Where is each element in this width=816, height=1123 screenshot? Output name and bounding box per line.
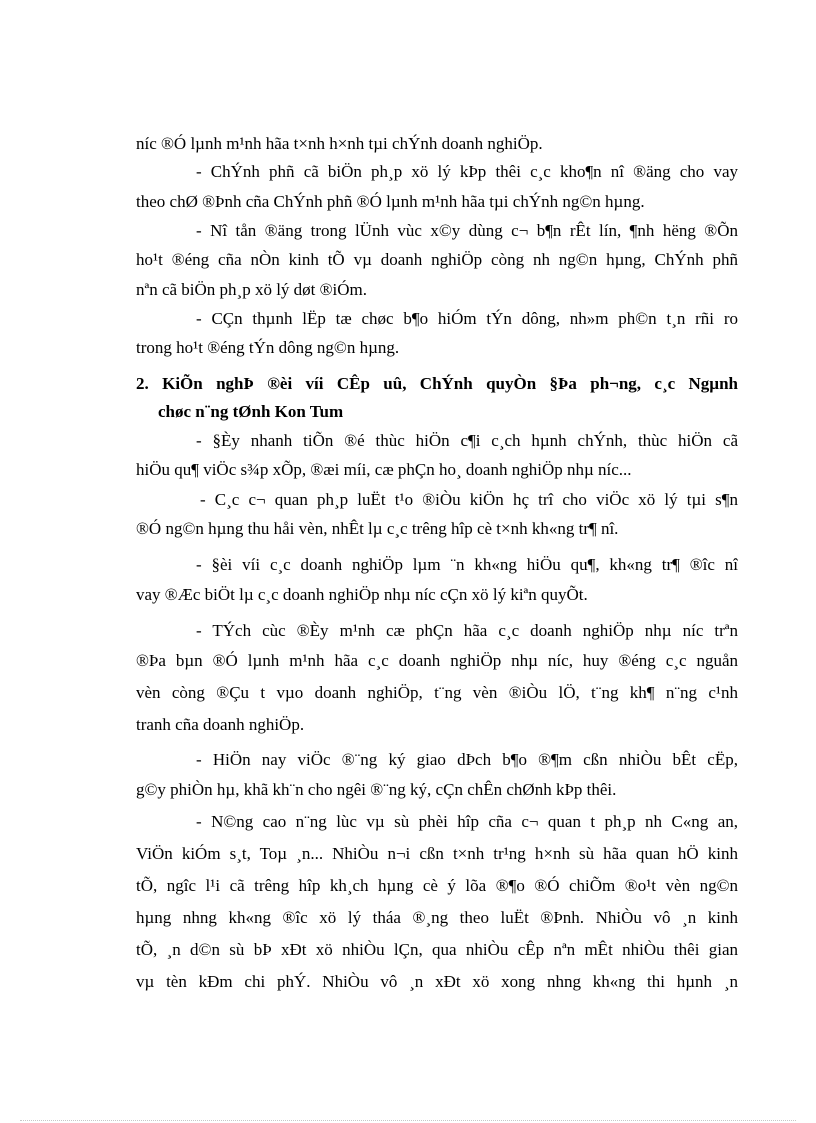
paragraph-line: ®Ó ng©n hµng thu håi vèn, nhÊt lµ c¸c trêng hîp cè t×nh kh«ng tr¶ nî.	[136, 519, 619, 538]
paragraph-line: trong ho¹t ®éng tÝn dông ng©n hµng.	[136, 338, 400, 357]
paragraph-line: hiÖu qu¶ viÖc s¾p xÕp, ®æi míi, cæ phÇn ho¸ doanh nghiÖp nhµ níc...	[136, 460, 632, 479]
paragraph-line: tÕ, ngîc l¹i cã trêng hîp kh¸ch hµng cè ý lõa ®¶o ®Ó chiÕm ®o¹t vèn ng©n	[136, 876, 738, 895]
paragraph-line: tÕ, ¸n d©n sù bÞ xÐt xö nhiÒu lÇn, qua nhiÒu cÊp nªn mÊt nhiÒu thêi gian	[136, 940, 738, 959]
paragraph-line: hµng nhng kh«ng ®îc xö lý tháa ®¸ng theo luËt ®Þnh. NhiÒu vô ¸n kinh	[136, 908, 738, 927]
bullet-line: - N©ng cao n¨ng lùc vµ sù phèi hîp cña c¬ quan t ph¸p nh C«ng an,	[196, 812, 738, 831]
page-bottom-divider	[20, 1120, 796, 1121]
paragraph-line: theo chØ ®Þnh cña ChÝnh phñ ®Ó lµnh m¹nh hãa tµi chÝnh ng©n hµng.	[136, 192, 645, 211]
bullet-line: - ChÝnh phñ cã biÖn ph¸p xö lý kÞp thêi c¸c kho¶n nî ®äng cho vay	[196, 162, 738, 181]
paragraph-line: g©y phiÒn hµ, khã kh¨n cho ngêi ®¨ng ký, cÇn chÊn chØnh kÞp thêi.	[136, 780, 617, 799]
bullet-line: - Nî tån ®äng trong lÜnh vùc x©y dùng c¬ b¶n rÊt lín, ¶nh hëng ®Õn	[196, 221, 738, 240]
bullet-line: - C¸c c¬ quan ph¸p luËt t¹o ®iÒu kiÖn hç trî cho viÖc xö lý tµi s¶n	[200, 490, 738, 509]
paragraph-line: vay ®Æc biÖt lµ c¸c doanh nghiÖp nhµ níc cÇn xö lý kiªn quyÕt.	[136, 585, 588, 604]
bullet-line: - CÇn thµnh lËp tæ chøc b¶o hiÓm tÝn dông, nh»m ph©n t¸n rñi ro	[196, 309, 738, 328]
paragraph-line: nªn cã biÖn ph¸p xö lý døt ®iÓm.	[136, 280, 368, 299]
section-heading-continuation: chøc n¨ng tØnh Kon Tum	[158, 402, 344, 421]
bullet-line: - §Èy nhanh tiÕn ®é thùc hiÖn c¶i c¸ch hµnh chÝnh, thùc hiÖn cã	[196, 431, 738, 450]
section-heading: 2. KiÕn nghÞ ®èi víi CÊp uû, ChÝnh quyÒn §Þa ph¬ng, c¸c Ngµnh	[136, 374, 738, 393]
paragraph-line: ho¹t ®éng cña nÒn kinh tÕ vµ doanh nghiÖp còng nh ng©n hµng, ChÝnh phñ	[136, 250, 738, 269]
bullet-line: - TÝch cùc ®Èy m¹nh cæ phÇn hãa c¸c doanh nghiÖp nhµ níc trªn	[196, 621, 738, 640]
paragraph-line: vèn còng ®Çu t vµo doanh nghiÖp, t¨ng vèn ®iÒu lÖ, t¨ng kh¶ n¨ng c¹nh	[136, 683, 738, 702]
bullet-line: - §èi víi c¸c doanh nghiÖp lµm ¨n kh«ng hiÖu qu¶, kh«ng tr¶ ®îc nî	[196, 555, 738, 574]
bullet-line: - HiÖn nay viÖc ®¨ng ký giao dÞch b¶o ®¶m cßn nhiÒu bÊt cËp,	[196, 750, 738, 769]
paragraph-line: níc ®Ó lµnh m¹nh hãa t×nh h×nh tµi chÝnh doanh nghiÖp.	[136, 134, 543, 153]
paragraph-line: ®Þa bµn ®Ó lµnh m¹nh hãa c¸c doanh nghiÖp nhµ níc, huy ®éng c¸c nguån	[136, 651, 738, 670]
paragraph-line: tranh cña doanh nghiÖp.	[136, 715, 305, 734]
paragraph-line: vµ tèn kÐm chi phÝ. NhiÒu vô ¸n xÐt xö xong nhng kh«ng thi hµnh ¸n	[136, 972, 738, 991]
paragraph-line: ViÖn kiÓm s¸t, Toµ ¸n... NhiÒu n¬i cßn t×nh tr¹ng h×nh sù hãa quan hÖ kinh	[136, 844, 738, 863]
